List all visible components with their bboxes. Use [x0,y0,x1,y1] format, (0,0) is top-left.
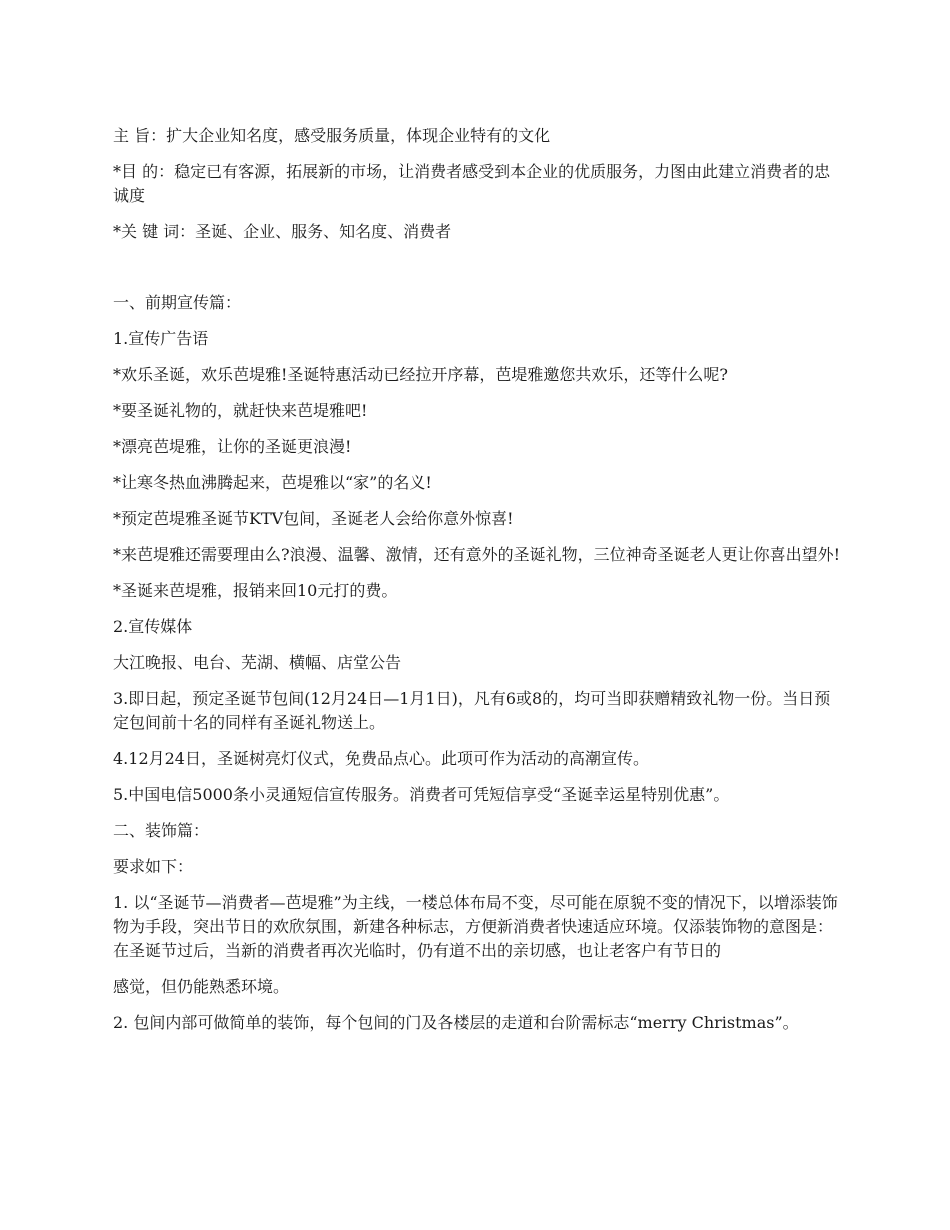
section1-heading: 一、前期宣传篇： [113,293,242,312]
sub2-title: 2.宣传媒体 [113,617,193,636]
slogan-item: *让寒冬热血沸腾起来，芭堤雅以“家”的名义! [113,473,432,492]
section-spacer [113,256,840,291]
sub1-title: 1.宣传广告语 [113,329,209,348]
theme-line: 主 旨：扩大企业知名度，感受服务质量，体现企业特有的文化 [113,126,551,145]
promo-item-3: 3.即日起，预定圣诞节包间(12月24日—1月1日)，凡有6或8的，均可当即获赠精致礼物一份。当日预定包间前十名的同样有圣诞礼物送上。 [113,689,831,732]
document-page [113,124,840,1047]
slogan-item: *要圣诞礼物的，就赶快来芭堤雅吧! [113,401,368,420]
promo-item-5: 5.中国电信5000条小灵通短信宣传服务。消费者可凭短信享受“圣诞幸运星特别优惠”。 [113,785,730,804]
requirements-label: 要求如下： [113,857,194,876]
decor-item-2: 2. 包间内部可做简单的装饰，每个包间的门及各楼层的走道和台阶需标志“merry Christmas”。 [113,1013,799,1032]
slogan-item: *欢乐圣诞，欢乐芭堤雅!圣诞特惠活动已经拉开序幕，芭堤雅邀您共欢乐，还等什么呢? [113,365,729,384]
slogan-item: *圣诞来芭堤雅，报销来回10元打的费。 [113,581,398,600]
slogan-item: *来芭堤雅还需要理由么?浪漫、温馨、激情，还有意外的圣诞礼物，三位神奇圣诞老人更让你喜出望外! [113,545,841,564]
slogan-item: *漂亮芭堤雅，让你的圣诞更浪漫! [113,437,352,456]
decor-item-1-continued: 感觉，但仍能熟悉环境。 [113,977,290,996]
media-list: 大江晚报、电台、芜湖、横幅、店堂公告 [113,653,402,672]
decor-item-1: 1. 以“圣诞节—消费者—芭堤雅”为主线，一楼总体布局不变，尽可能在原貌不变的情况下，以增添装饰物为手段，突出节日的欢欣氛围，新建各种标志，方便新消费者快速适应环境。仅添装饰物的意图是：在圣诞节过后，当新的消费者再次光临时，仍有道不出的亲切感，也让老客户有节日的 [113,893,838,960]
slogan-item: *预定芭堤雅圣诞节KTV包间，圣诞老人会给你意外惊喜! [113,509,514,528]
purpose-line: *目 的：稳定已有客源，拓展新的市场，让消费者感受到本企业的优质服务，力图由此建立消费者的忠诚度 [113,162,831,205]
promo-item-4: 4.12月24日，圣诞树亮灯仪式，免费品点心。此项可作为活动的高潮宣传。 [113,749,649,768]
keywords-line: *关 键 词：圣诞、企业、服务、知名度、消费者 [113,222,452,241]
section2-heading: 二、装饰篇： [113,821,210,840]
